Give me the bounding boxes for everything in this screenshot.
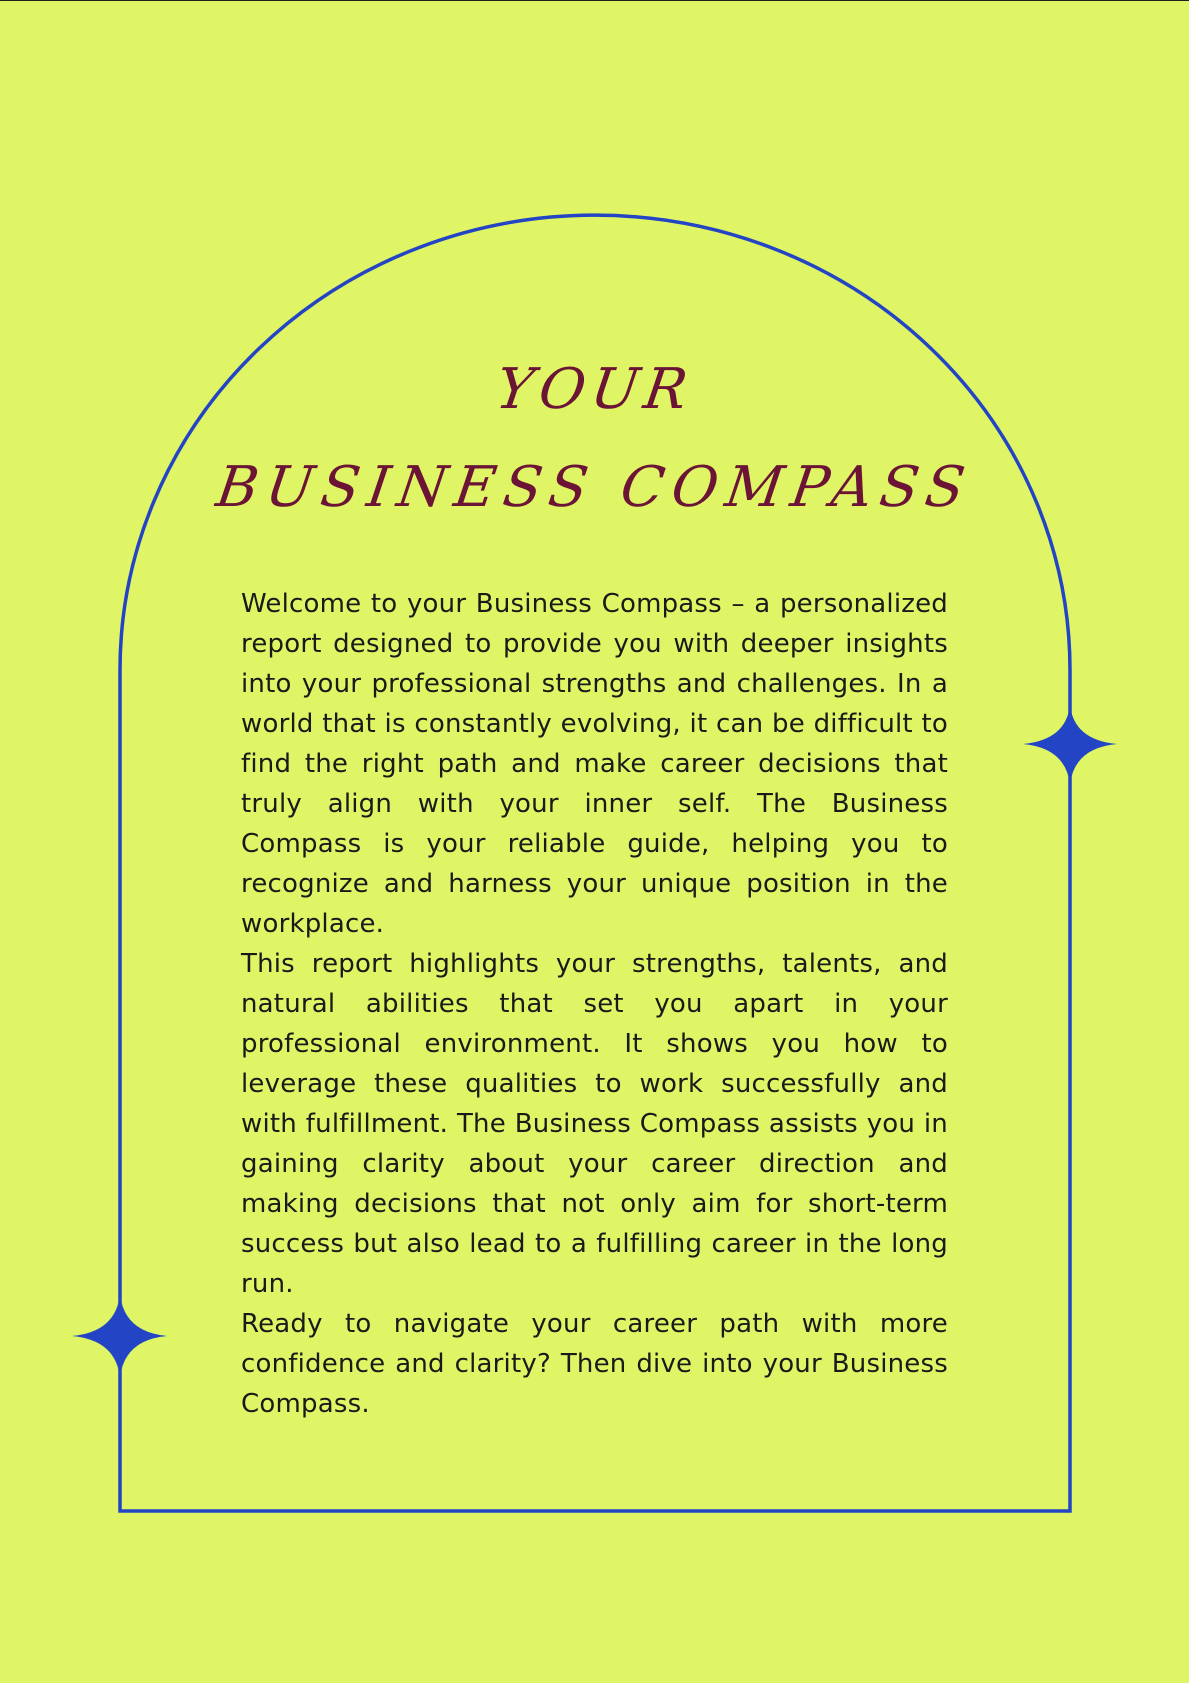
sparkle-icon (1023, 705, 1117, 785)
paragraph-highlights: This report highlights your strengths, talents, and natural abilities that set you apart in your professional environment. It shows you how to leverage these qualities to work successfully and with fulfillment. The Business Compass assists you in gaining clarity about your career direction and making decisions that not only aim for short-term success but also lead to a fulfilling career in the long run. (241, 949, 948, 1299)
title-line-your: YOUR (491, 357, 698, 422)
body-text (241, 584, 948, 1424)
paragraph-welcome: Welcome to your Business Compass – a personalized report designed to provide you with deeper insights into your professional strengths and challenges. In a world that is constantly evolving, it can be difficult to find the right path and make career decisions that truly align with your inner self. The Business Compass is your reliable guide, helping you to recognize and harness your unique position in the workplace. (241, 589, 948, 939)
sparkle-icon (72, 1294, 167, 1378)
title-line-business-compass: BUSINESS COMPASS (212, 455, 977, 520)
paragraph-ready: Ready to navigate your career path with more confidence and clarity? Then dive into your Business Compass. (241, 1309, 948, 1419)
